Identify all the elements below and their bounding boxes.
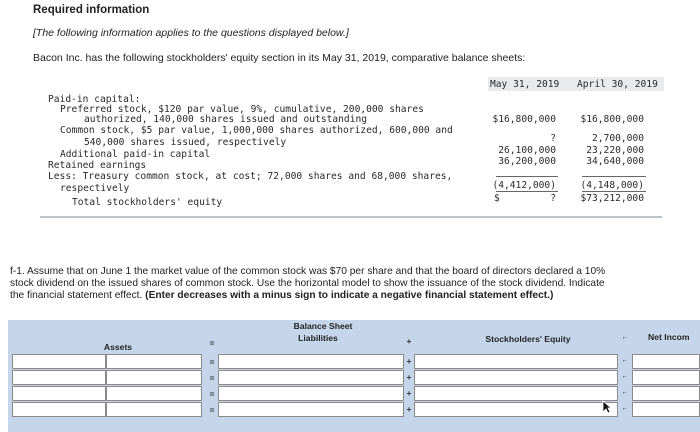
may-total-dollar: $ [494, 193, 500, 204]
may-subtotal-rule [496, 176, 558, 177]
may-preferred: $16,800,000 [492, 114, 556, 125]
assets-header: Assets [103, 342, 133, 352]
label-treasury-2: respectively [60, 183, 130, 194]
label-treasury-1: Less: Treasury common stock, at cost; 72,000 shares and 68,000 shares, [48, 171, 453, 182]
liabilities-cell-2[interactable] [218, 370, 404, 385]
mouse-pointer-icon [602, 400, 612, 414]
may-total-rule [496, 191, 558, 192]
stockholders-equity-header: Stockholders' Equity [485, 334, 571, 344]
label-apic: Additional paid-in capital [60, 149, 211, 160]
section-title: Required information [33, 4, 150, 16]
col-header-may: May 31, 2019 [490, 79, 560, 90]
net-income-cell-1[interactable] [632, 354, 700, 369]
liabilities-header: Liabilities [298, 333, 338, 343]
equals-header: = [209, 338, 215, 348]
equals-row-3: = [209, 389, 215, 399]
plus-header: + [406, 336, 412, 346]
arrow-row-4: ← [621, 405, 629, 412]
assets-cell-a3[interactable] [12, 386, 106, 401]
net-income-cell-2[interactable] [632, 370, 700, 385]
net-income-cell-4[interactable] [632, 402, 700, 417]
equals-row-2: = [209, 373, 215, 383]
question-instruction-bold: (Enter decreases with a minus sign to indicate a negative financial statement effect.) [145, 290, 554, 301]
question-line-1: f-1. Assume that on June 1 the market value of the common stock was $70 per share and that the board of directors declared a 10% [10, 266, 606, 277]
april-total-rule [582, 191, 646, 192]
question-line-2: stock dividend on the issued shares of common stock. Use the horizontal model to show the issuance of the stock dividend. Indicate [10, 278, 605, 289]
question-line-3-plain: the financial statement effect. [10, 290, 146, 301]
arrow-header: ← [621, 334, 629, 341]
label-common-2: 540,000 shares issued, respectively [84, 137, 287, 148]
assets-cell-a2[interactable] [12, 370, 106, 385]
equals-row-4: = [209, 405, 215, 415]
label-total-equity: Total stockholders' equity [72, 197, 223, 208]
assets-cell-b4[interactable] [106, 402, 202, 417]
assets-cell-b3[interactable] [106, 386, 202, 401]
may-treasury: (4,412,000) [492, 180, 556, 191]
assets-cell-b1[interactable] [106, 354, 202, 369]
horizontal-model-grid [8, 320, 700, 432]
equity-cell-4[interactable] [414, 402, 618, 417]
april-retained-earnings: 34,640,000 [586, 156, 644, 167]
net-income-cell-3[interactable] [632, 386, 700, 401]
plus-row-4: + [406, 404, 412, 414]
assets-cell-b2[interactable] [106, 370, 202, 385]
april-subtotal-rule [582, 176, 646, 177]
balance-sheet-header: Balance Sheet [293, 321, 353, 331]
statement-bottom-rule [40, 216, 662, 218]
col-header-april: April 30, 2019 [577, 79, 658, 90]
instruction-note: [The following information applies to the questions displayed below.] [33, 27, 349, 39]
arrow-row-3: ← [621, 389, 629, 396]
april-common: 2,700,000 [592, 133, 644, 144]
arrow-row-2: ← [621, 373, 629, 380]
may-retained-earnings: 36,200,000 [498, 156, 556, 167]
question-line-3 [10, 290, 553, 301]
plus-row-2: + [406, 372, 412, 382]
assets-cell-a4[interactable] [12, 402, 106, 417]
april-total: $73,212,000 [580, 193, 644, 204]
may-common: ? [550, 133, 556, 144]
liabilities-cell-1[interactable] [218, 354, 404, 369]
equals-row-1: = [209, 357, 215, 367]
label-preferred-1: Preferred stock, $120 par value, 9%, cumulative, 200,000 shares [60, 104, 424, 115]
assets-cell-a1[interactable] [12, 354, 106, 369]
arrow-row-1: ← [621, 357, 629, 364]
net-income-header: Net Incom [648, 332, 690, 342]
equity-cell-2[interactable] [414, 370, 618, 385]
label-common-1: Common stock, $5 par value, 1,000,000 shares authorized, 600,000 and [60, 125, 453, 136]
april-apic: 23,220,000 [586, 145, 644, 156]
plus-row-1: + [406, 356, 412, 366]
may-total: ? [550, 193, 556, 204]
april-treasury: (4,148,000) [580, 180, 644, 191]
equity-cell-3[interactable] [414, 386, 618, 401]
april-preferred: $16,800,000 [580, 114, 644, 125]
intro-text: Bacon Inc. has the following stockholders' equity section in its May 31, 2019, comparative balance sheets: [33, 52, 526, 64]
liabilities-cell-4[interactable] [218, 402, 404, 417]
label-paid-in-capital: Paid-in capital: [48, 94, 141, 105]
may-apic: 26,100,000 [498, 145, 556, 156]
label-preferred-2: authorized, 140,000 shares issued and outstanding [84, 114, 368, 125]
liabilities-cell-3[interactable] [218, 386, 404, 401]
equity-cell-1[interactable] [414, 354, 618, 369]
plus-row-3: + [406, 388, 412, 398]
label-retained-earnings: Retained earnings [48, 160, 147, 171]
